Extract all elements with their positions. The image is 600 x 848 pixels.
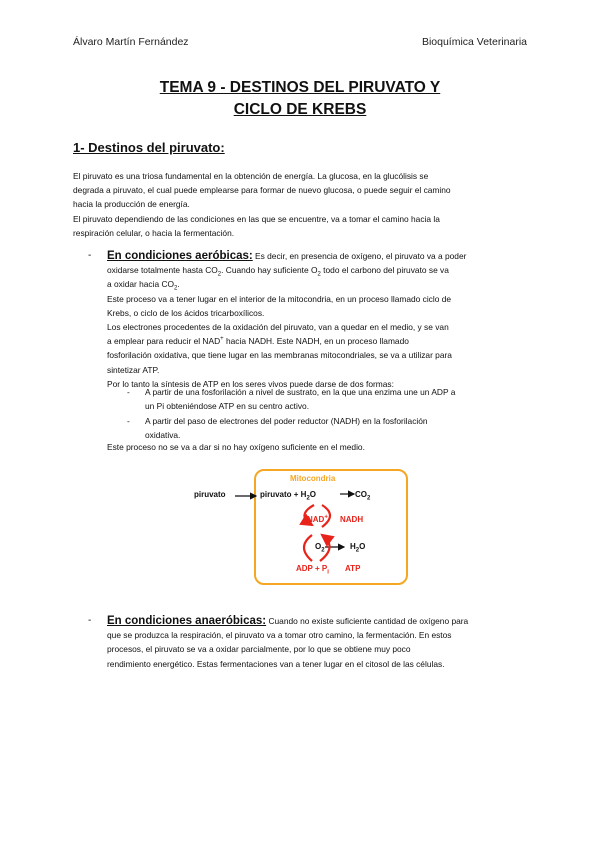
aerobic-heading: En condiciones aeróbicas: — [107, 250, 253, 262]
sub-item-line: A partir de una fosforilación a nivel de sustrato, en la que una enzima une un ADP a — [145, 387, 456, 397]
mitochondria-diagram — [192, 467, 422, 585]
anaerobic-first-line — [107, 614, 537, 628]
aerobic-text: Es decir, en presencia de oxígeno, el piruvato va a poder — [252, 251, 467, 261]
aerobic-first-line — [107, 249, 537, 263]
title-line-2: CICLO DE KREBS — [233, 101, 367, 118]
aerobic-line — [107, 263, 537, 277]
text: CO — [355, 490, 367, 499]
subscript: 2 — [317, 271, 321, 278]
aerobic-line — [107, 334, 537, 348]
subscript: 2 — [306, 495, 310, 502]
aerobic-bullet: - — [88, 250, 92, 261]
anaerobic-bullet: - — [88, 615, 92, 626]
text: O — [359, 542, 366, 551]
text: a emplear para reducir el NAD — [107, 336, 221, 347]
superscript: + — [324, 514, 328, 521]
anaerobic-heading: En condiciones anaeróbicas: — [107, 615, 267, 627]
subscript: 2 — [355, 547, 360, 554]
aerobic-line: Krebs, o ciclo de los ácidos tricarboxílicos. — [107, 307, 265, 318]
intro-line: El piruvato es una triosa fundamental en la obtención de energía. La glucosa, en la glucólisis se — [73, 171, 429, 181]
intro-line: hacia la producción de energía. — [73, 199, 190, 210]
mito-label: Mitocondria — [290, 474, 336, 483]
red-arrow-left-bottom — [304, 535, 312, 561]
subscript: 2 — [174, 286, 178, 293]
superscript: + — [220, 336, 224, 343]
section-heading: 1- Destinos del piruvato: — [73, 140, 225, 155]
aerobic-line — [107, 277, 537, 291]
intro-line: El piruvato dependiendo de las condiciones en las que se encuentre, va a tomar el camino hacia la — [73, 213, 440, 224]
text: hacia NADH. Este NADH, en un proceso llamado — [223, 336, 409, 347]
anaerobic-text: Cuando no existe suficiente cantidad de oxígeno para — [266, 616, 469, 626]
text: . Cuando hay suficiente O — [221, 265, 318, 276]
page-header — [73, 36, 527, 48]
intro-line: respiración celular, o hacia la fermentación. — [73, 227, 235, 238]
sub-item-line: oxidativa. — [145, 430, 181, 441]
co2-label — [355, 490, 371, 502]
anaerobic-line: que se produzca la respiración, el piruvato va a tomar otro camino, la fermentación. En estos — [107, 630, 452, 641]
pyruvate-reaction — [260, 490, 317, 502]
subscript: i — [327, 569, 329, 576]
adp-label — [296, 564, 329, 576]
subscript: 2 — [321, 547, 325, 554]
text: todo el carbono del piruvato se va — [320, 265, 449, 276]
aerobic-line: Por lo tanto la síntesis de ATP en los seres vivos puede darse de dos formas: — [107, 378, 394, 389]
header-author: Álvaro Martín Fernández — [73, 36, 189, 48]
text: piruvato + H — [260, 490, 307, 499]
sub-item-1 — [145, 385, 535, 413]
title-line-1: TEMA 9 - DESTINOS DEL PIRUVATO Y — [159, 79, 441, 96]
aerobic-line: fosforilación oxidativa, que tiene lugar en las membranas mitocondriales, se va a utilizar para — [107, 350, 452, 361]
sub-bullet: - — [127, 387, 130, 397]
intro-line: degrada a piruvato, el cual puede emplearse para formar de nuevo glucosa, o puede seguir el camino — [73, 185, 451, 196]
subscript: 2 — [217, 271, 222, 278]
aerobic-line: Este proceso va a tener lugar en el interior de la mitocondria, en un proceso llamado ciclo de — [107, 293, 452, 304]
h2o-label — [350, 542, 366, 554]
pyruvate-outside: piruvato — [194, 490, 226, 499]
o2-label — [315, 542, 325, 554]
text: NAD — [307, 515, 325, 524]
aerobic-section — [107, 249, 537, 391]
anaerobic-line: procesos, el piruvato se va a oxidar parcialmente, por lo que se obtiene muy poco — [107, 644, 411, 655]
aerobic-line: sintetizar ATP. — [107, 364, 160, 375]
sub-bullet: - — [127, 416, 130, 426]
text: ADP + P — [296, 564, 328, 573]
intro-paragraph — [73, 169, 533, 240]
text: O — [309, 490, 317, 499]
sub-item-2 — [145, 414, 535, 442]
aerobic-closing: Este proceso no se va a dar si no hay oxígeno suficiente en el medio. — [107, 442, 365, 452]
sub-item-line: un Pi obteniéndose ATP en su centro activo. — [145, 401, 310, 412]
text: . — [177, 279, 180, 290]
text: H — [350, 542, 356, 551]
page-title — [0, 77, 600, 121]
sub-item-line: A partir del paso de electrones del poder reductor (NADH) en la fosforilación — [145, 416, 428, 426]
nadh-label: NADH — [340, 515, 364, 524]
aerobic-line: Los electrones procedentes de la oxidación del piruvato, van a quedar en el medio, y se van — [107, 322, 449, 333]
nad-label — [307, 515, 328, 524]
text: O — [315, 542, 322, 551]
text: a oxidar hacia CO — [107, 279, 175, 290]
atp-label: ATP — [345, 564, 361, 573]
anaerobic-section — [107, 614, 537, 671]
header-subject: Bioquímica Veterinaria — [421, 36, 527, 48]
subscript: 2 — [367, 495, 371, 502]
anaerobic-line: rendimiento energético. Estas fermentaciones van a tener lugar en el citosol de las células. — [107, 658, 445, 669]
text: oxidarse totalmente hasta CO — [107, 265, 218, 276]
